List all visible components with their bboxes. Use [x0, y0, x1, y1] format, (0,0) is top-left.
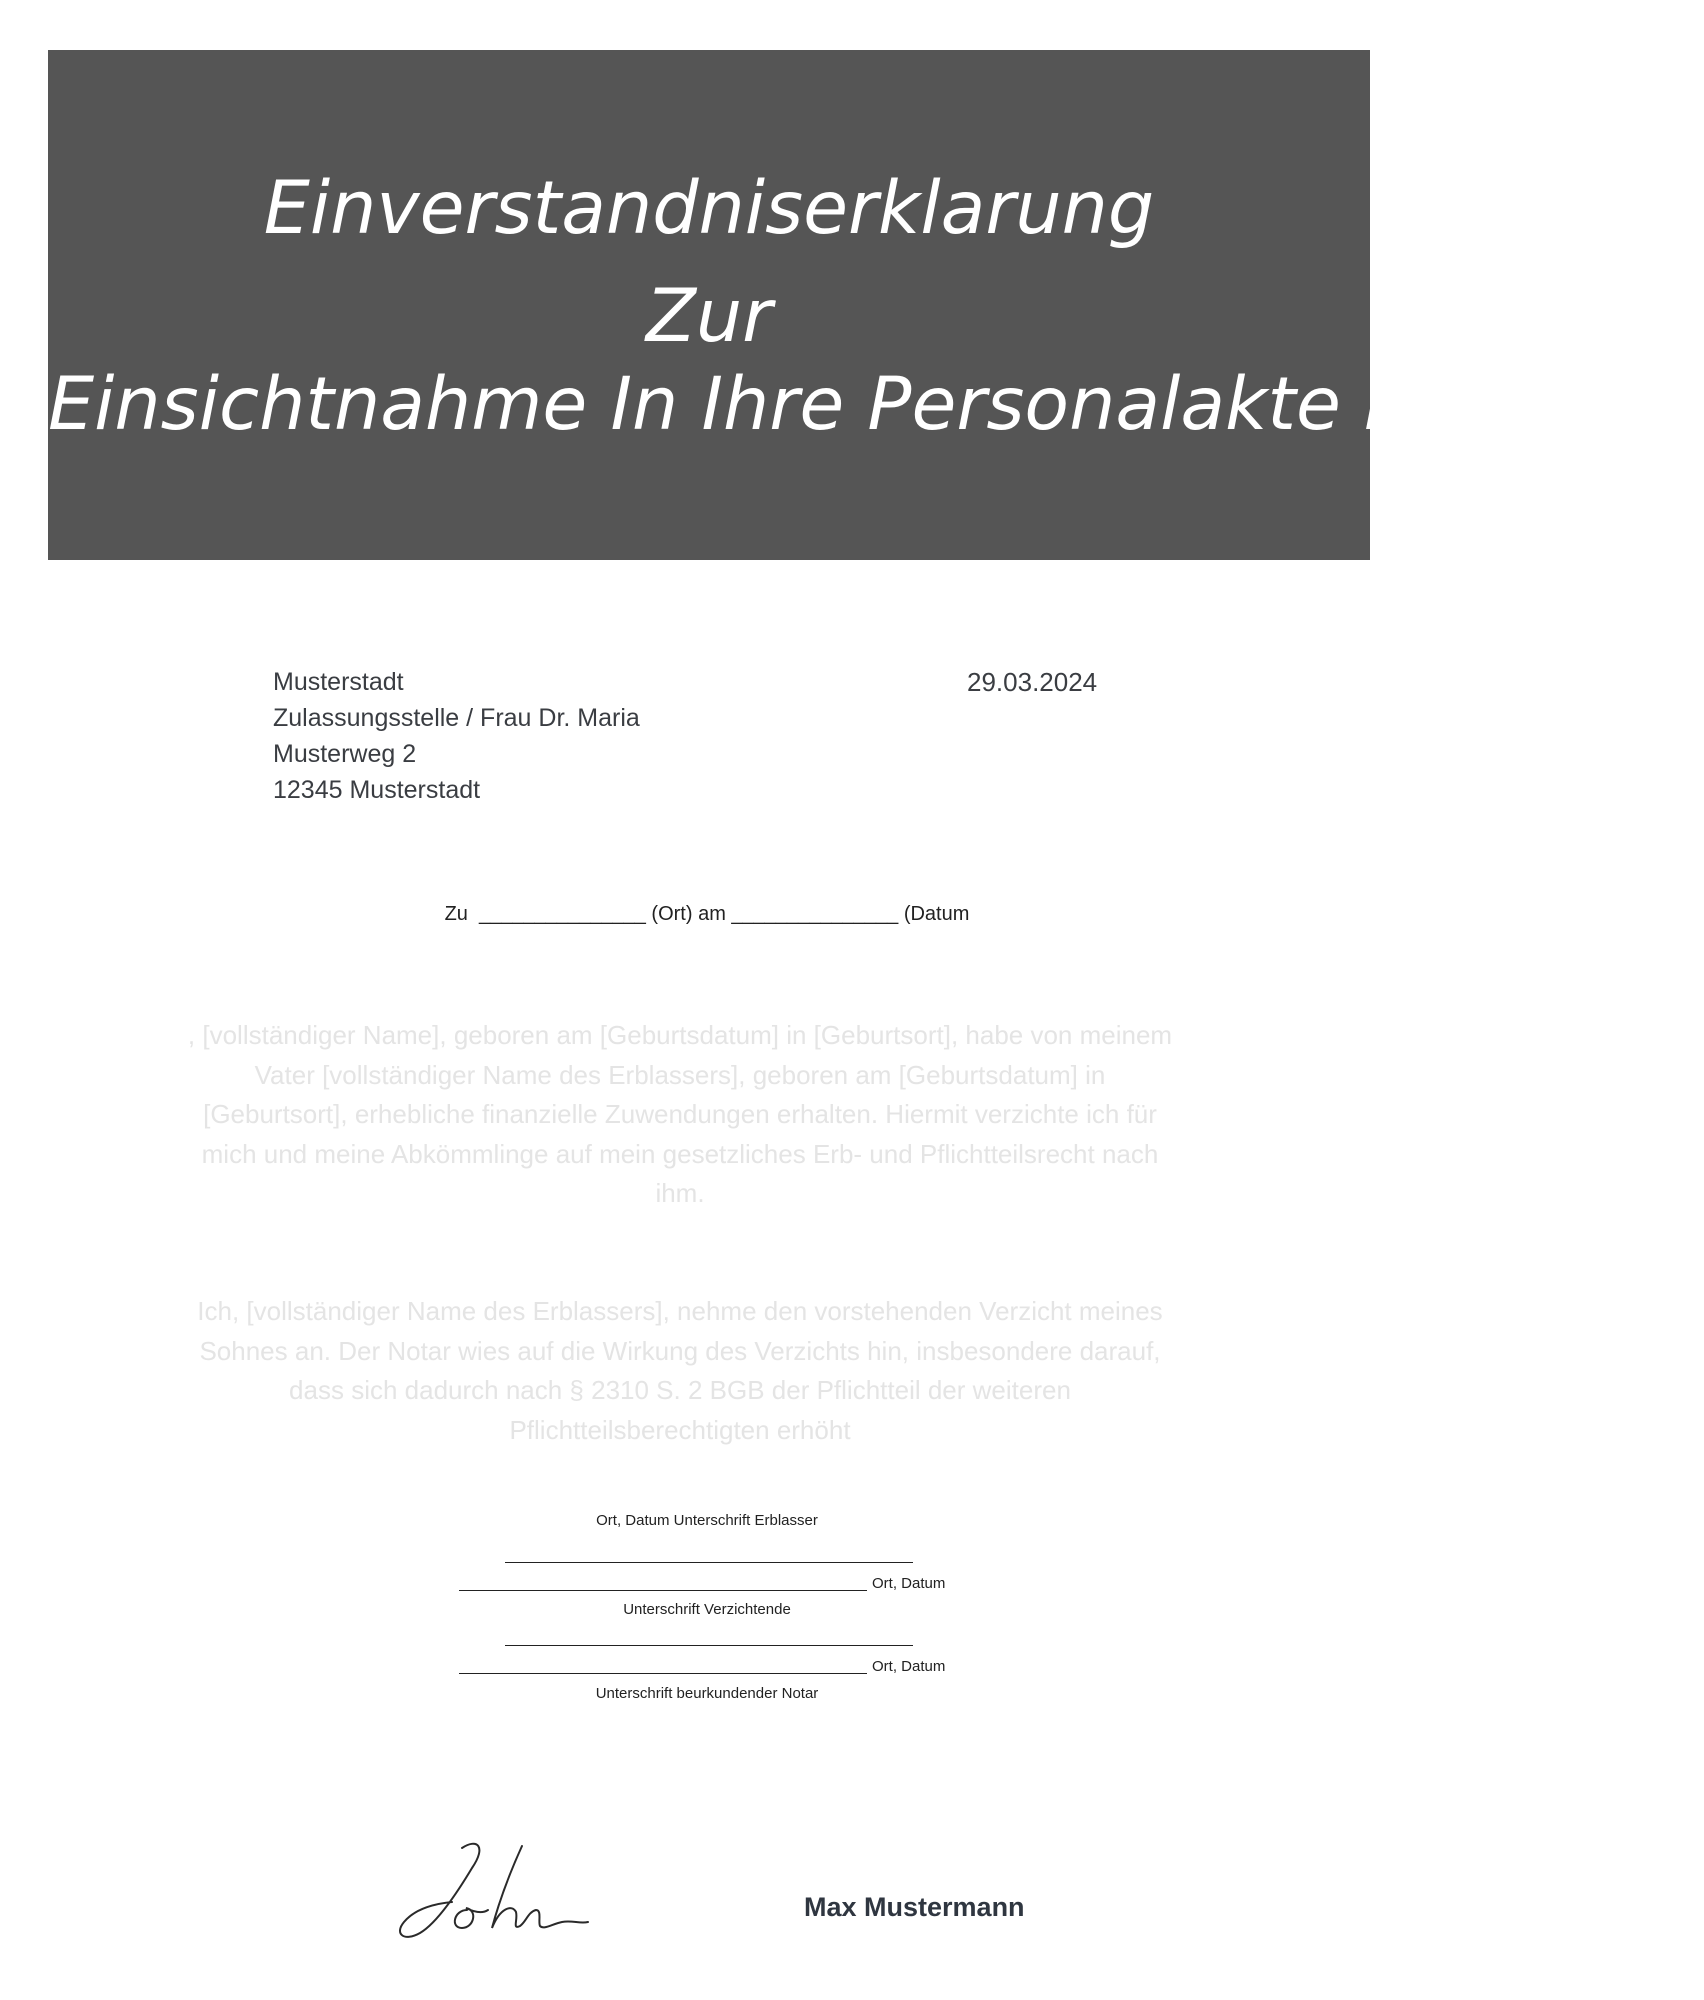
- signature-rule: [459, 1673, 867, 1674]
- signature-rule: [505, 1562, 913, 1563]
- title-line-1: Einverstandniserklarung: [263, 166, 1155, 251]
- title-line-2: Zur: [645, 274, 773, 359]
- recipient-line-2: Zulassungsstelle / Frau Dr. Maria: [273, 704, 640, 732]
- body-paragraph-2: Ich, [vollständiger Name des Erblassers], nehme den vorstehenden Verzicht meines Sohnes an. Der Notar wies auf die Wirkung des Verzichts hin, insbesondere darauf, dass sich dadurch nach § 2310 S. 2 BGB der Pflichtteil der weiteren Pflichtteilsberechtigten erhöht: [197, 1296, 1163, 1445]
- ort-datum-label-2: Ort, Datum: [872, 1658, 946, 1675]
- body-paragraph-1: , [vollständiger Name], geboren am [Geburtsdatum] in [Geburtsort], habe von meinem Vater [vollständiger Name des Erblassers], geboren am [Geburtsdatum] in [Geburtsort], erhebliche finanzielle Zuwendungen erhalten. Hiermit verzichte ich für mich und meine Abkömmlinge auf mein gesetzliches Erb- und Pflichtteilsrecht nach ihm.: [187, 1020, 1173, 1208]
- label-erblasser: Ort, Datum Unterschrift Erblasser: [596, 1512, 818, 1529]
- signer-name: Max Mustermann: [804, 1892, 1025, 1922]
- recipient-line-1: Musterstadt: [273, 668, 404, 696]
- document-date: 29.03.2024: [967, 667, 1098, 697]
- signature-rule: [505, 1645, 913, 1646]
- label-verzichtende: Unterschrift Verzichtende: [623, 1601, 791, 1618]
- ort-datum-label-1: Ort, Datum: [872, 1575, 946, 1592]
- recipient-line-3: Musterweg 2: [273, 740, 417, 768]
- recipient-address: [273, 664, 640, 808]
- place-date-line: Zu _______________ (Ort) am _______________ (Datum: [444, 903, 970, 925]
- title-line-3: Einsichtnahme In Ihre Personalakte Hamburg: [48, 362, 1704, 447]
- recipient-line-4: 12345 Musterstadt: [273, 776, 481, 804]
- label-notar: Unterschrift beurkundender Notar: [595, 1685, 819, 1702]
- signature-rule: [459, 1590, 867, 1591]
- header-band: [48, 50, 1704, 560]
- handwritten-signature: [392, 1838, 597, 1948]
